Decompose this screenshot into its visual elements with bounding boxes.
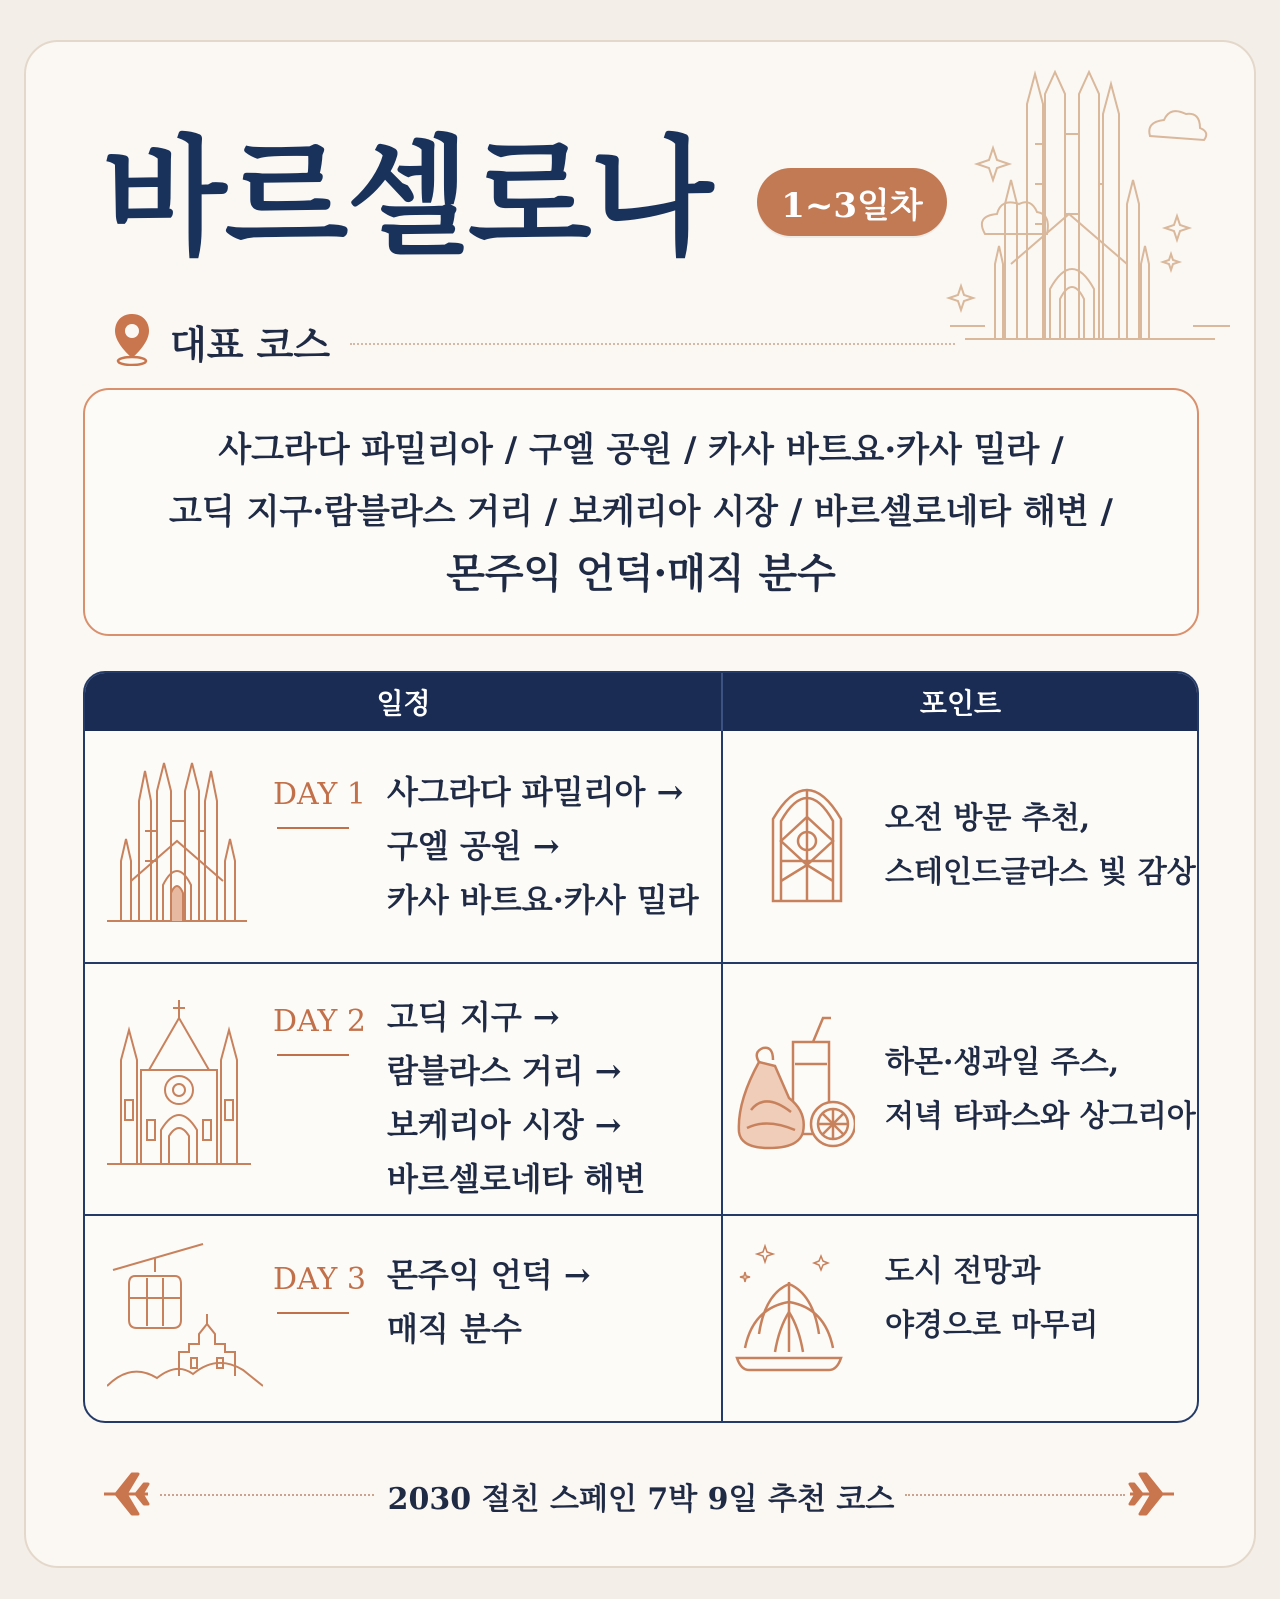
airplane-icon <box>102 1470 150 1518</box>
course-line: 사그라다 파밀리아 / 구엘 공원 / 카사 바트요·카사 밀라 / <box>218 430 1064 470</box>
header-schedule: 일정 <box>376 687 431 720</box>
point-text <box>885 792 1196 900</box>
sagrada-familia-icon <box>107 761 249 923</box>
jamon-juice-icon <box>735 1014 855 1154</box>
day-label: DAY 3 <box>273 1262 366 1297</box>
section-title: 대표 코스 <box>170 322 331 367</box>
itinerary-item: 매직 분수 <box>387 1310 522 1348</box>
day-label: DAY 1 <box>273 777 366 812</box>
point-line: 야경으로 마무리 <box>885 1308 1099 1343</box>
section-divider <box>350 343 955 345</box>
itinerary-item: 보케리아 시장 → <box>387 1106 622 1144</box>
point-line: 하몬·생과일 주스, <box>885 1045 1120 1080</box>
point-line: 스테인드글라스 빛 감상 <box>885 855 1196 890</box>
itinerary-list <box>387 1248 591 1356</box>
course-line: 고딕 지구·람블라스 거리 / 보케리아 시장 / 바르셀로네타 해변 / <box>169 492 1113 532</box>
days-badge: 1~3일차 <box>757 168 947 236</box>
day-label: DAY 2 <box>273 1004 366 1039</box>
header-point: 포인트 <box>919 687 1002 720</box>
itinerary-item: 구엘 공원 → <box>387 827 560 865</box>
footer-text: 2030 절친 스페인 7박 9일 추천 코스 <box>387 1482 895 1517</box>
table-row <box>85 964 1197 1214</box>
location-pin-icon <box>112 312 152 366</box>
itinerary-table <box>83 671 1199 1423</box>
itinerary-item: 몬주익 언덕 → <box>387 1256 591 1294</box>
stained-glass-window-icon <box>769 781 845 905</box>
sagrada-familia-illustration <box>945 64 1245 354</box>
point-line: 오전 방문 추천, <box>885 801 1091 836</box>
table-row <box>85 1216 1197 1423</box>
course-line: 몬주익 언덕·매직 분수 <box>446 550 836 597</box>
footer-divider-right <box>905 1494 1125 1496</box>
itinerary-item: 사그라다 파밀리아 → <box>387 773 684 811</box>
point-line: 도시 전망과 <box>885 1254 1041 1289</box>
itinerary-list <box>387 765 699 927</box>
itinerary-list <box>387 990 645 1206</box>
itinerary-item: 카사 바트요·카사 밀라 <box>387 881 699 919</box>
itinerary-item: 바르셀로네타 해변 <box>387 1160 646 1198</box>
airplane-icon <box>1128 1470 1176 1518</box>
footer-divider-left <box>160 1494 374 1496</box>
itinerary-item: 람블라스 거리 → <box>387 1052 622 1090</box>
fountain-icon <box>735 1242 845 1378</box>
gothic-cathedral-icon <box>107 1000 253 1168</box>
point-line: 저녁 타파스와 상그리아 <box>885 1099 1196 1134</box>
course-summary-box <box>83 388 1199 636</box>
table-header <box>85 673 1197 731</box>
point-text <box>885 1036 1196 1144</box>
page-title: 바르셀로나 <box>103 123 712 273</box>
itinerary-item: 고딕 지구 → <box>387 998 560 1036</box>
cable-car-icon <box>107 1242 263 1390</box>
table-row <box>85 731 1197 962</box>
point-text <box>885 1245 1098 1353</box>
